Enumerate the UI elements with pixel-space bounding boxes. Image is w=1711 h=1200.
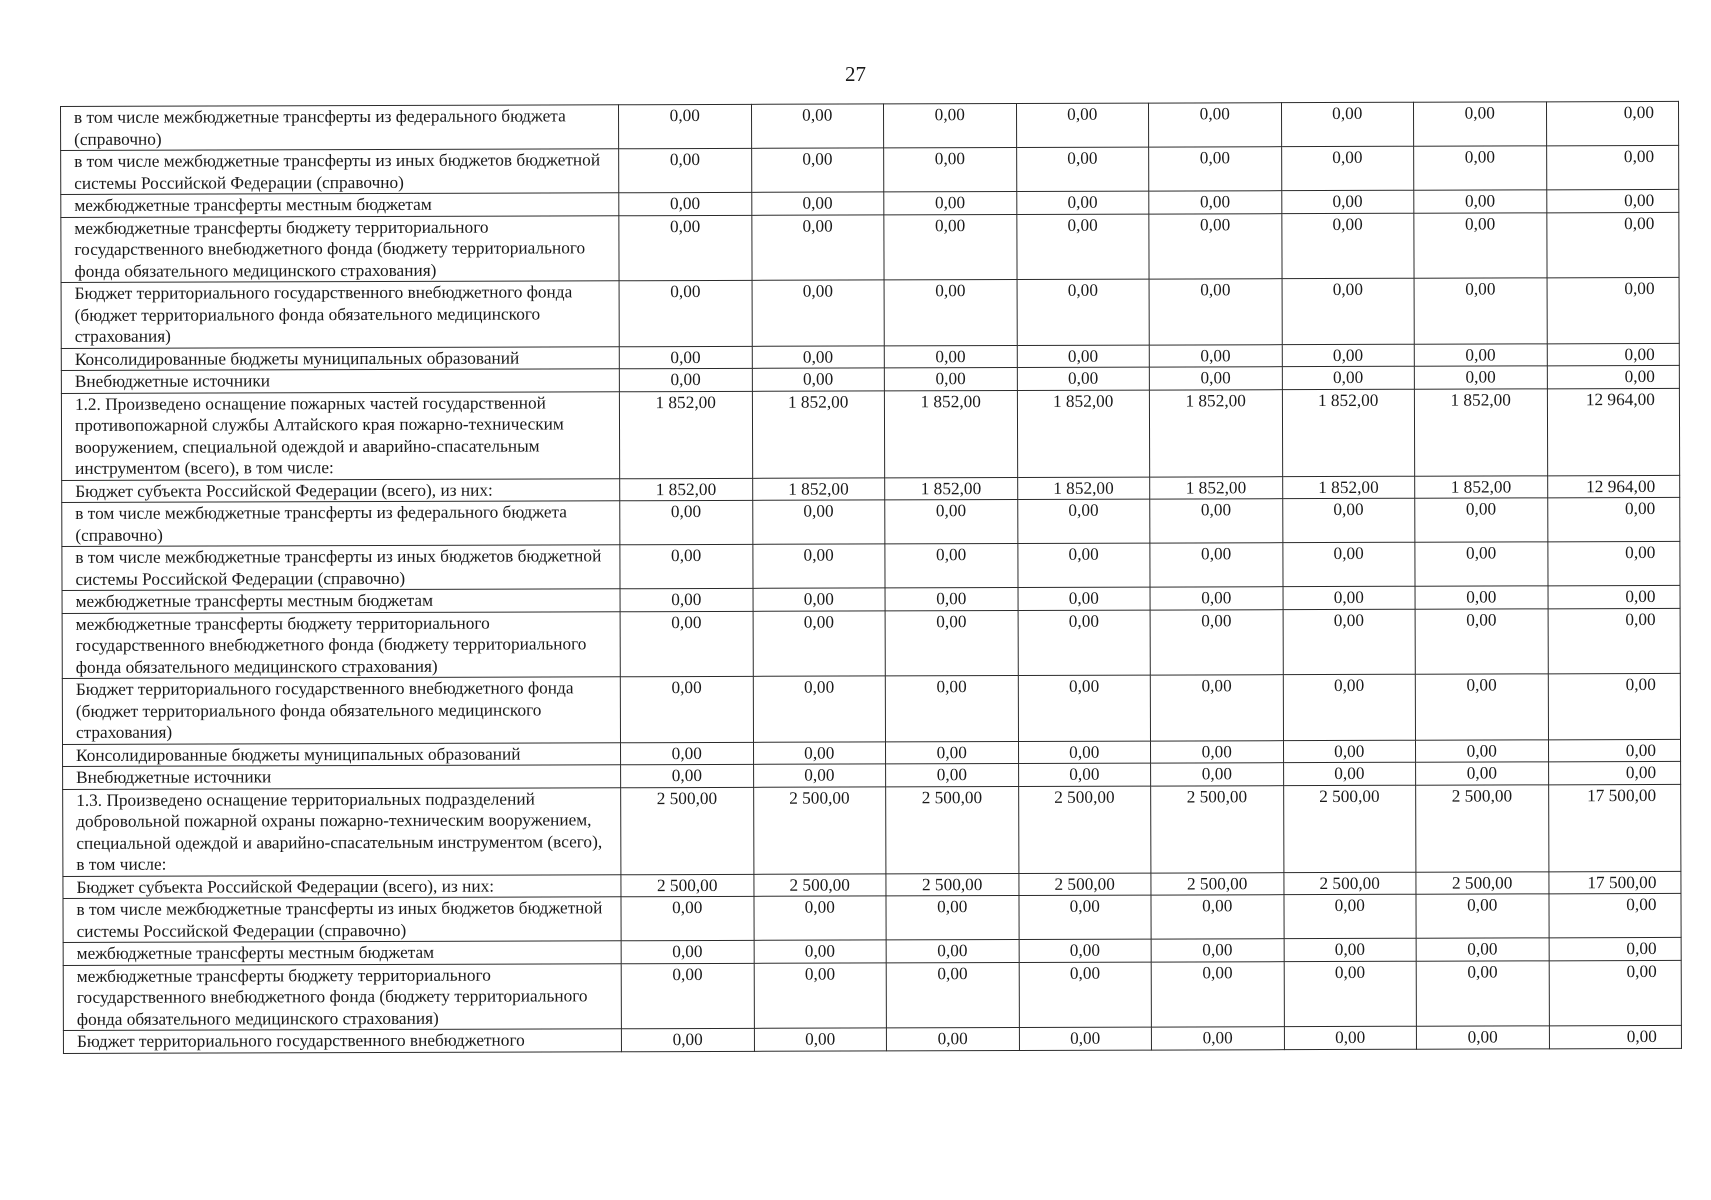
row-year-value: 0,00: [621, 764, 754, 787]
row-year-value: 0,00: [1414, 190, 1547, 213]
row-year-value: 0,00: [1151, 939, 1284, 962]
row-year-value: 0,00: [884, 367, 1017, 390]
row-year-value: 0,00: [620, 676, 753, 742]
table-row: [63, 1025, 1681, 1053]
row-year-value: 0,00: [1018, 741, 1151, 764]
row-year-value: 0,00: [1149, 191, 1282, 214]
table-row: [61, 212, 1679, 283]
row-total-value: 17 500,00: [1548, 784, 1681, 871]
row-year-value: 0,00: [1282, 498, 1415, 542]
row-year-value: 0,00: [1415, 739, 1548, 762]
row-year-value: 0,00: [1018, 675, 1151, 741]
row-year-value: 0,00: [754, 962, 887, 1028]
row-year-value: 0,00: [618, 104, 751, 148]
row-year-value: 0,00: [753, 896, 886, 940]
table-row: [61, 145, 1679, 194]
table-row: [61, 277, 1679, 348]
table-row: [63, 960, 1681, 1031]
row-year-value: 0,00: [886, 1027, 1019, 1050]
row-year-value: 0,00: [884, 147, 1017, 191]
row-year-value: 0,00: [753, 676, 886, 742]
row-year-value: 0,00: [751, 104, 884, 148]
row-label: в том числе межбюджетные трансферты из федерального бюджета (справочно): [62, 501, 620, 547]
row-year-value: 0,00: [1414, 343, 1547, 366]
row-total-value: 0,00: [1549, 1025, 1682, 1048]
row-total-value: 0,00: [1546, 145, 1679, 189]
row-label: Консолидированные бюджеты муниципальных образований: [61, 346, 619, 370]
row-year-value: 0,00: [1149, 147, 1282, 191]
row-year-value: 0,00: [1150, 587, 1283, 610]
row-year-value: 0,00: [1017, 345, 1150, 368]
row-year-value: 0,00: [885, 543, 1018, 587]
row-year-value: 0,00: [1150, 609, 1283, 675]
row-total-value: 0,00: [1547, 343, 1680, 366]
row-year-value: 0,00: [1281, 213, 1414, 279]
budget-table-body: [61, 101, 1682, 1053]
row-year-value: 0,00: [1019, 1027, 1152, 1050]
row-year-value: 0,00: [1416, 938, 1549, 961]
row-total-value: 0,00: [1548, 739, 1681, 762]
row-year-value: 0,00: [1151, 763, 1284, 786]
row-label: Внебюджетные источники: [61, 369, 619, 393]
row-year-value: 0,00: [884, 191, 1017, 214]
row-year-value: 0,00: [621, 1028, 754, 1051]
row-total-value: 12 964,00: [1547, 475, 1680, 498]
row-year-value: 2 500,00: [886, 786, 1019, 873]
row-year-value: 0,00: [1019, 962, 1152, 1028]
row-year-value: 2 500,00: [886, 873, 1019, 896]
row-year-value: 0,00: [754, 1028, 887, 1051]
row-year-value: 0,00: [884, 345, 1017, 368]
row-label: Консолидированные бюджеты муниципальных образований: [63, 742, 621, 766]
row-year-value: 1 852,00: [619, 391, 752, 478]
budget-table-sheet: [60, 101, 1681, 1054]
row-total-value: 0,00: [1548, 608, 1681, 674]
row-year-value: 0,00: [1282, 344, 1415, 367]
row-year-value: 1 852,00: [884, 390, 1017, 477]
row-year-value: 0,00: [1283, 740, 1416, 763]
row-year-value: 0,00: [1416, 1026, 1549, 1049]
row-total-value: 0,00: [1548, 893, 1681, 937]
row-year-value: 0,00: [1284, 961, 1417, 1027]
row-year-value: 0,00: [1150, 499, 1283, 543]
row-total-value: 12 964,00: [1547, 388, 1680, 475]
row-year-value: 0,00: [1414, 366, 1547, 389]
row-year-value: 0,00: [1150, 675, 1283, 741]
row-year-value: 0,00: [1284, 938, 1417, 961]
row-year-value: 0,00: [1149, 279, 1282, 345]
row-year-value: 0,00: [752, 280, 885, 346]
row-total-value: 17 500,00: [1548, 871, 1681, 894]
row-label: в том числе межбюджетные трансферты из иных бюджетов бюджетной системы Российской Федерации (справочно): [63, 897, 621, 943]
row-year-value: 1 852,00: [1017, 477, 1150, 500]
row-year-value: 0,00: [621, 940, 754, 963]
row-year-value: 0,00: [1416, 894, 1549, 938]
row-year-value: 0,00: [620, 500, 753, 544]
page-number: 27: [845, 62, 866, 86]
row-year-value: 0,00: [886, 763, 1019, 786]
row-year-value: 1 852,00: [1150, 476, 1283, 499]
row-year-value: 0,00: [1281, 102, 1414, 146]
row-year-value: 0,00: [1019, 939, 1152, 962]
row-year-value: 0,00: [886, 741, 1019, 764]
row-year-value: 0,00: [1016, 191, 1149, 214]
row-year-value: 0,00: [1149, 213, 1282, 279]
row-year-value: 0,00: [1150, 740, 1283, 763]
row-total-value: 0,00: [1547, 277, 1680, 343]
row-year-value: 0,00: [619, 215, 752, 281]
row-year-value: 0,00: [753, 741, 886, 764]
row-year-value: 0,00: [1149, 344, 1282, 367]
row-year-value: 0,00: [1018, 587, 1151, 610]
row-year-value: 2 500,00: [1151, 785, 1284, 872]
row-year-value: 2 500,00: [1018, 786, 1151, 873]
row-year-value: 1 852,00: [885, 477, 1018, 500]
row-label: Бюджет территориального государственного внебюджетного фонда (бюджет территориального фонда обязательного медицинского страхования): [62, 677, 620, 744]
row-label: в том числе межбюджетные трансферты из иных бюджетов бюджетной системы Российской Федерации (справочно): [62, 545, 620, 591]
row-year-value: 0,00: [753, 610, 886, 676]
row-label: в том числе межбюджетные трансферты из иных бюджетов бюджетной системы Российской Федерации (справочно): [61, 149, 619, 195]
row-year-value: 2 500,00: [1018, 873, 1151, 896]
row-year-value: 0,00: [1282, 366, 1415, 389]
table-row: [61, 101, 1679, 150]
row-label: межбюджетные трансферты бюджету территориального государственного внебюджетного фонда (бюджету территориального фонда обязательного медицинского страхования): [62, 611, 620, 678]
row-year-value: 0,00: [619, 368, 752, 391]
row-year-value: 0,00: [1283, 586, 1416, 609]
row-year-value: 0,00: [1016, 103, 1149, 147]
row-year-value: 0,00: [885, 587, 1018, 610]
row-year-value: 0,00: [751, 148, 884, 192]
row-year-value: 0,00: [1415, 608, 1548, 674]
row-label: межбюджетные трансферты бюджету территориального государственного внебюджетного фонда (бюджету территориального фонда обязательного медицинского страхования): [61, 215, 619, 282]
row-label: межбюджетные трансферты местным бюджетам: [61, 193, 619, 217]
row-year-value: 2 500,00: [753, 786, 886, 873]
row-year-value: 0,00: [886, 895, 1019, 939]
row-year-value: 0,00: [1018, 895, 1151, 939]
row-year-value: 0,00: [1414, 146, 1547, 190]
row-year-value: 0,00: [885, 499, 1018, 543]
row-year-value: 0,00: [1283, 609, 1416, 675]
row-year-value: 0,00: [886, 939, 1019, 962]
row-year-value: 0,00: [883, 103, 1016, 147]
row-year-value: 2 500,00: [621, 787, 754, 874]
row-year-value: 0,00: [751, 214, 884, 280]
row-year-value: 0,00: [1018, 610, 1151, 676]
row-year-value: 0,00: [1148, 103, 1281, 147]
table-row: [62, 608, 1680, 679]
row-year-value: 0,00: [752, 345, 885, 368]
row-year-value: 0,00: [1415, 542, 1548, 586]
row-year-value: 1 852,00: [1282, 389, 1415, 476]
row-year-value: 0,00: [752, 544, 885, 588]
table-row: [63, 893, 1681, 942]
row-label: 1.3. Произведено оснащение территориальных подразделений добровольной пожарной охраны пожарно-техническим вооружением, специальной одеждой и аварийно-спасательным инструментом (всего), в том числе:: [63, 787, 621, 876]
row-year-value: 0,00: [1149, 367, 1282, 390]
row-year-value: 1 852,00: [752, 477, 885, 500]
row-year-value: 0,00: [885, 675, 1018, 741]
row-year-value: 0,00: [1282, 542, 1415, 586]
row-year-value: 0,00: [1283, 674, 1416, 740]
table-row: [62, 541, 1680, 590]
row-year-value: 0,00: [620, 588, 753, 611]
row-year-value: 0,00: [1416, 762, 1549, 785]
row-year-value: 0,00: [620, 611, 753, 677]
row-total-value: 0,00: [1549, 937, 1682, 960]
row-total-value: 0,00: [1547, 365, 1680, 388]
row-year-value: 0,00: [886, 962, 1019, 1028]
row-year-value: 1 852,00: [1415, 475, 1548, 498]
row-label: межбюджетные трансферты местным бюджетам: [62, 589, 620, 613]
row-year-value: 0,00: [1016, 214, 1149, 280]
row-year-value: 0,00: [753, 764, 886, 787]
row-year-value: 0,00: [620, 544, 753, 588]
row-year-value: 1 852,00: [620, 478, 753, 501]
row-year-value: 1 852,00: [1414, 388, 1547, 475]
row-label: в том числе межбюджетные трансферты из федерального бюджета (справочно): [61, 105, 619, 151]
row-year-value: 2 500,00: [1151, 872, 1284, 895]
row-total-value: 0,00: [1547, 541, 1680, 585]
row-year-value: 0,00: [1016, 147, 1149, 191]
row-year-value: 0,00: [1281, 146, 1414, 190]
row-year-value: 1 852,00: [1017, 390, 1150, 477]
row-year-value: 0,00: [884, 279, 1017, 345]
row-year-value: 0,00: [1017, 367, 1150, 390]
row-year-value: 0,00: [754, 940, 887, 963]
row-year-value: 0,00: [1415, 498, 1548, 542]
row-year-value: 0,00: [619, 192, 752, 215]
row-label: межбюджетные трансферты местным бюджетам: [63, 941, 621, 965]
row-year-value: 0,00: [1414, 212, 1547, 278]
row-year-value: 0,00: [621, 742, 754, 765]
row-total-value: 0,00: [1548, 673, 1681, 739]
row-year-value: 0,00: [1150, 543, 1283, 587]
row-year-value: 0,00: [1415, 674, 1548, 740]
row-year-value: 0,00: [1281, 190, 1414, 213]
row-year-value: 0,00: [1017, 279, 1150, 345]
row-year-value: 0,00: [1017, 543, 1150, 587]
row-total-value: 0,00: [1548, 585, 1681, 608]
row-total-value: 0,00: [1547, 497, 1680, 541]
row-year-value: 0,00: [1414, 278, 1547, 344]
row-year-value: 0,00: [753, 588, 886, 611]
row-year-value: 0,00: [1283, 894, 1416, 938]
row-year-value: 0,00: [1017, 499, 1150, 543]
row-year-value: 1 852,00: [752, 390, 885, 477]
row-total-value: 0,00: [1548, 761, 1681, 784]
table-row: [61, 388, 1679, 480]
row-year-value: 0,00: [1416, 960, 1549, 1026]
row-total-value: 0,00: [1546, 189, 1679, 212]
row-year-value: 0,00: [1284, 1026, 1417, 1049]
row-year-value: 0,00: [1283, 762, 1416, 785]
row-total-value: 0,00: [1546, 212, 1679, 278]
row-label: Внебюджетные источники: [63, 765, 621, 789]
table-row: [63, 784, 1681, 876]
row-label: межбюджетные трансферты бюджету территориального государственного внебюджетного фонда (бюджету территориального фонда обязательного медицинского страхования): [63, 963, 621, 1030]
row-year-value: 2 500,00: [621, 874, 754, 897]
row-year-value: 2 500,00: [753, 873, 886, 896]
row-label: Бюджет субъекта Российской Федерации (всего), из них:: [62, 478, 620, 502]
row-total-value: 0,00: [1549, 960, 1682, 1026]
row-year-value: 0,00: [1151, 961, 1284, 1027]
row-year-value: 0,00: [885, 610, 1018, 676]
row-year-value: 0,00: [1151, 895, 1284, 939]
row-year-value: 0,00: [619, 148, 752, 192]
row-year-value: 0,00: [1018, 763, 1151, 786]
row-total-value: 0,00: [1546, 101, 1679, 145]
row-year-value: 0,00: [751, 192, 884, 215]
row-year-value: 0,00: [1413, 102, 1546, 146]
row-year-value: 2 500,00: [1416, 784, 1549, 871]
row-year-value: 0,00: [752, 368, 885, 391]
row-year-value: 0,00: [1151, 1027, 1284, 1050]
row-year-value: 2 500,00: [1283, 872, 1416, 895]
row-label: Бюджет территориального государственного внебюджетного: [63, 1029, 621, 1053]
row-year-value: 0,00: [1282, 278, 1415, 344]
row-year-value: 0,00: [619, 280, 752, 346]
row-year-value: 0,00: [752, 500, 885, 544]
row-year-value: 2 500,00: [1416, 871, 1549, 894]
row-label: 1.2. Произведено оснащение пожарных частей государственной противопожарной службы Алтайского края пожарно-техническим вооружением, специальной одеждой и аварийно-спасательным инструментом (всего), в том числе:: [61, 391, 619, 480]
table-row: [62, 497, 1680, 546]
row-year-value: 0,00: [619, 346, 752, 369]
row-year-value: 0,00: [884, 214, 1017, 280]
row-year-value: 1 852,00: [1149, 389, 1282, 476]
row-year-value: 0,00: [1415, 586, 1548, 609]
table-row: [62, 673, 1680, 744]
row-label: Бюджет территориального государственного внебюджетного фонда (бюджет территориального фонда обязательного медицинского страхования): [61, 281, 619, 348]
row-year-value: 0,00: [621, 896, 754, 940]
row-year-value: 2 500,00: [1283, 785, 1416, 872]
row-year-value: 0,00: [621, 963, 754, 1029]
budget-table: [60, 101, 1682, 1054]
row-year-value: 1 852,00: [1282, 476, 1415, 499]
row-label: Бюджет субъекта Российской Федерации (всего), из них:: [63, 874, 621, 898]
